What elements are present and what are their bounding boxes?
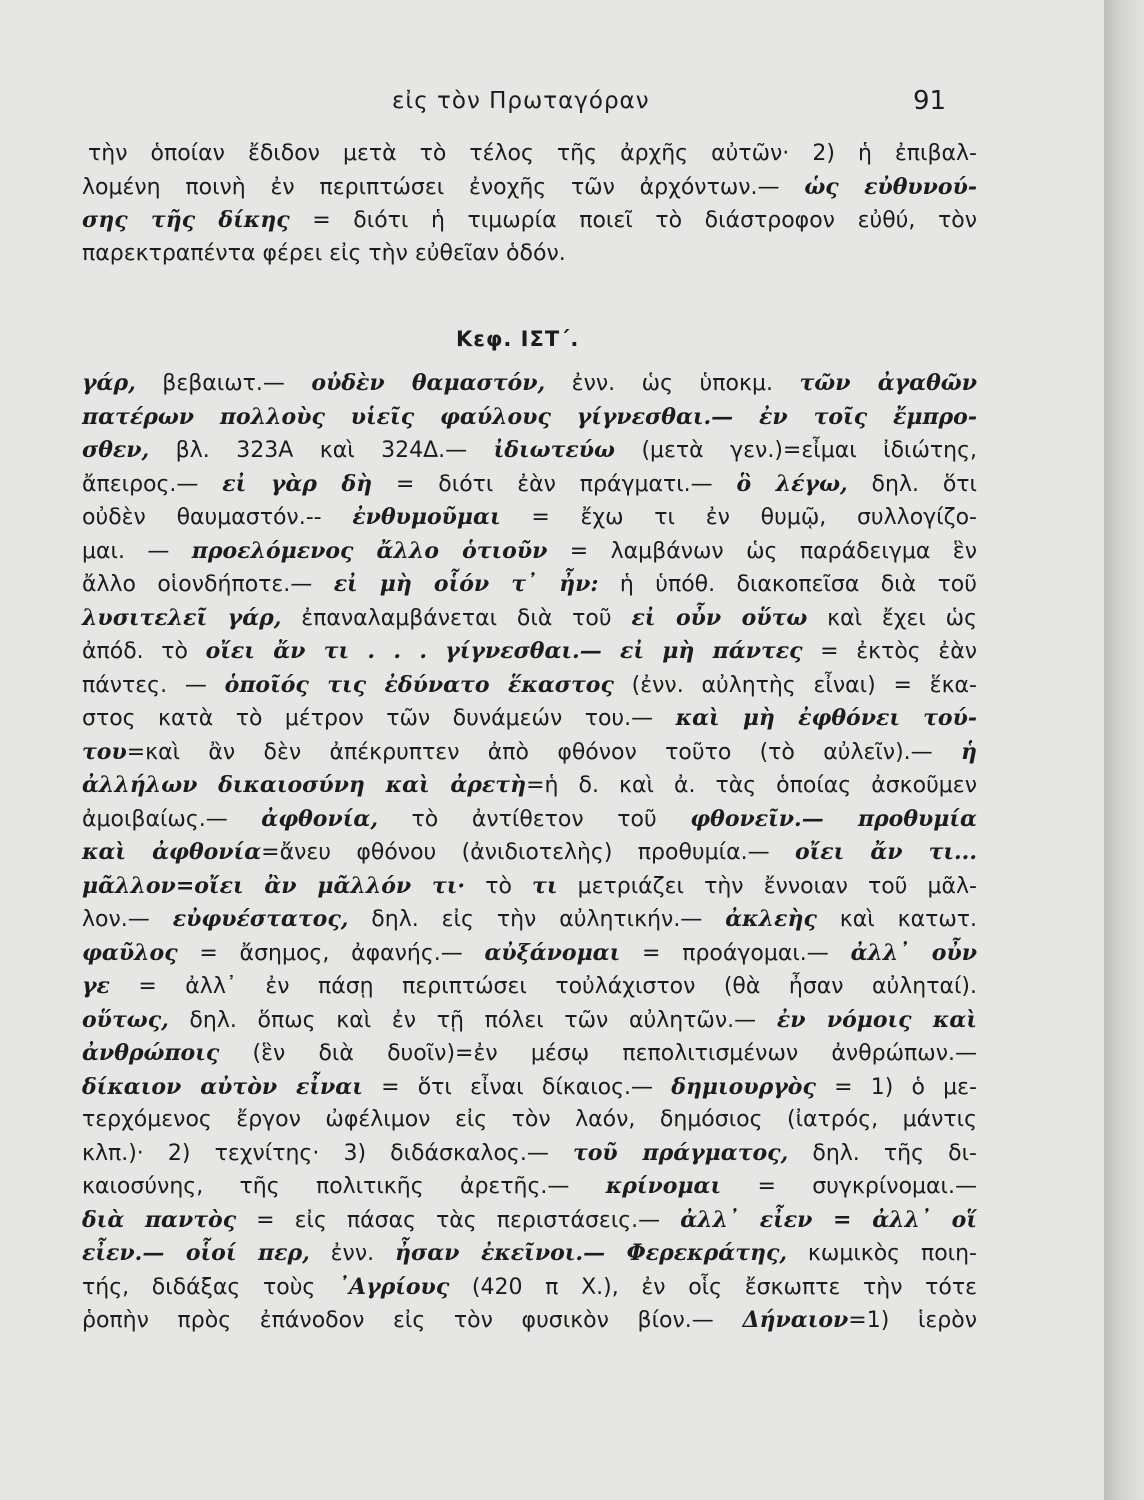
gloss-span: = ἀλλ᾽ ἐν πάσῃ περιπτώσει τοὐλάχιστον (θὰ ἦσαν αὐληταί). <box>109 974 977 999</box>
gloss-span: τὸ ἀντίθετον τοῦ <box>377 806 691 832</box>
gloss-span: δηλ. ὅτι <box>847 471 977 497</box>
gloss-span: = εἰς πάσας τὰς περιστάσεις.— <box>236 1207 681 1233</box>
lemma-span: καὶ ἀφθονία <box>82 839 262 865</box>
main-text <box>82 138 977 1338</box>
lemma-span: εἰ γὰρ δὴ <box>222 470 373 497</box>
lemma-span: διὰ παντὸς <box>82 1206 237 1233</box>
text-line <box>88 138 977 171</box>
lemma-span: ἐν νόμοις καὶ <box>776 1006 977 1033</box>
gloss-span: = προάγομαι.— <box>620 940 851 966</box>
text-line <box>82 870 977 904</box>
gloss-span: κλπ.)· 2) τεχνίτης· 3) διδάσκαλος.— <box>82 1140 573 1166</box>
lemma-span: εὐφυέστατος, <box>172 906 349 932</box>
lemma-span: καὶ μὴ ἐφθόνει τού- <box>675 705 977 731</box>
lemma-span: Δήναιον <box>742 1307 849 1333</box>
lemma-span: τοῦ πράγματος, <box>572 1139 789 1166</box>
text-line <box>82 1237 977 1271</box>
gloss-span: καὶ κατωτ. <box>816 907 978 932</box>
gloss-span: βλ. 323Α καὶ 324Δ.— <box>149 438 494 463</box>
lemma-span: προελόμενος ἄλλο ὁτιοῦν <box>191 537 548 564</box>
text-line <box>82 434 977 468</box>
text-line <box>82 1071 977 1105</box>
text-line <box>82 1271 977 1305</box>
text-line <box>82 602 977 636</box>
lemma-span: οἴει ἄν τι... <box>794 839 978 865</box>
gloss-span: στος κατὰ τὸ μέτρον τῶν δυνάμεών του.— <box>82 706 676 731</box>
running-head: εἰς τὸν Πρωταγόραν <box>392 88 650 114</box>
lemma-span: ἦσαν ἐκεῖνοι.— Φερεκράτης, <box>395 1240 788 1266</box>
gloss-span: ἄλλο οἱονδήποτε.— <box>82 572 334 597</box>
text-line <box>82 803 977 837</box>
text-line <box>82 769 977 803</box>
lemma-span: τι <box>532 872 558 899</box>
page-number: 91 <box>913 86 947 116</box>
lemma-span: ἀνθρώποις <box>82 1040 220 1066</box>
lemma-span: ἰδιωτεύω <box>493 437 615 463</box>
lemma-span: γε <box>82 973 110 999</box>
gloss-span: ἡ ὑπόθ. διακοπεῖσα διὰ τοῦ <box>598 572 977 597</box>
gloss-span: κωμικὸς ποιη- <box>787 1241 977 1266</box>
intro-paragraph <box>82 138 977 270</box>
gloss-span: λον.— <box>82 907 173 932</box>
lemma-span: αὐξάνομαι <box>484 939 621 966</box>
gloss-span: δηλ. τῆς δι- <box>788 1140 978 1166</box>
text-line <box>82 1104 977 1137</box>
lemma-span: εἰ οὖν οὕτω <box>631 604 808 631</box>
text-line <box>82 367 977 401</box>
text-line <box>82 736 977 770</box>
gloss-span: = ἔχω τι ἐν θυμῷ, συλλογίζο- <box>500 505 977 530</box>
gloss-span: (μετὰ γεν.)=εἶμαι ἰδιώτης, <box>614 438 977 463</box>
lemma-span: κρίνομαι <box>605 1173 722 1199</box>
lemma-span: ἀκλεὴς <box>725 906 817 932</box>
lemma-span: οἴει ἄν τι . . . γίγνεσθαι.— εἰ μὴ πάντες <box>205 638 803 664</box>
lemma-span: οὕτως, <box>82 1006 169 1033</box>
text-line <box>82 568 977 602</box>
lemma-span: δημιουργὸς <box>671 1073 816 1100</box>
gloss-span: =ἡ δ. καὶ ἀ. τὰς ὁποίας ἀσκοῦμεν <box>526 773 977 798</box>
text-line <box>82 171 977 205</box>
page-edge <box>1104 0 1144 1500</box>
gloss-span: = διότι ἡ τιμωρία ποιεῖ τὸ διάστροφον εὐθύ, τὸν <box>289 208 977 233</box>
gloss-span: τὴν ὁποίαν ἔδιδον μετὰ τὸ τέλος τῆς ἀρχῆς αὐτῶν· 2) ἡ ἐπιβαλ- <box>88 141 977 166</box>
lemma-span: σθεν, <box>82 437 150 463</box>
text-line <box>82 669 977 703</box>
lemma-span: ἀλλ᾽ οὖν <box>850 939 977 966</box>
lemma-span: μᾶλλον=οἴει ἂν μᾶλλόν τι· <box>82 872 466 899</box>
text-line <box>82 1037 977 1071</box>
gloss-span: = λαμβάνων ὡς παράδειγμα ἓν <box>547 538 977 564</box>
lemma-span: ὡς εὐθυνού- <box>804 173 977 200</box>
gloss-span: καὶ ἔχει ὡς <box>807 605 977 631</box>
lemma-span: φαῦλος <box>82 939 178 966</box>
text-line <box>82 836 977 870</box>
text-line <box>82 1204 977 1238</box>
text-line <box>82 535 977 569</box>
commentary-paragraph <box>82 367 977 1338</box>
lemma-span: ἐνθυμοῦμαι <box>352 504 501 530</box>
gloss-span: οὐδὲν θαυμαστόν.-- <box>82 505 353 530</box>
gloss-span: μαι. — <box>82 538 192 564</box>
gloss-span: ἐπαναλαμβάνεται διὰ τοῦ <box>281 605 632 631</box>
text-line <box>82 501 977 535</box>
lemma-span: ὃ λέγω, <box>736 470 848 497</box>
gloss-span: ἀμοιβαίως.— <box>82 806 262 832</box>
gloss-span: ἐνν. <box>309 1241 395 1266</box>
gloss-span: παρεκτραπέντα φέρει εἰς τὴν εὐθεῖαν ὁδόν. <box>82 240 566 266</box>
lemma-span: του <box>82 738 127 765</box>
gloss-span: καιοσύνης, τῆς πολιτικῆς ἀρετῆς.— <box>82 1174 606 1199</box>
gloss-span: =καὶ ἂν δὲν ἀπέκρυπτεν ἀπὸ φθόνον τοῦτο (τὸ αὐλεῖν).— <box>126 739 961 765</box>
gloss-span: ῥοπὴν πρὸς ἐπάνοδον εἰς τὸν φυσικὸν βίον.— <box>82 1308 743 1333</box>
lemma-span: ᾿Αγρίους <box>338 1273 450 1300</box>
text-line <box>82 238 977 271</box>
gloss-span: δηλ. εἰς τὴν αὐλητικήν.— <box>348 907 726 932</box>
text-line <box>82 903 977 937</box>
gloss-span: = 1) ὁ με- <box>815 1074 977 1100</box>
text-line <box>82 937 977 971</box>
gloss-span: βεβαιωτ.— <box>135 371 312 396</box>
gloss-span: τής, διδάξας τοὺς <box>82 1274 339 1300</box>
lemma-span: τῶν ἀγαθῶν <box>799 370 977 396</box>
gloss-span: = ἐκτὸς ἐὰν <box>802 639 978 664</box>
lemma-span: φθονεῖν.— προθυμία <box>690 805 977 832</box>
gloss-span: ἄπειρος.— <box>82 471 223 497</box>
text-line <box>82 401 977 435</box>
gloss-span: τερχόμενος ἔργον ὠφέλιμον εἰς τὸν λαόν, δημόσιος (ἰατρός, μάντις <box>82 1107 977 1132</box>
text-line <box>82 1304 977 1338</box>
gloss-span: πάντες. — <box>82 672 225 698</box>
lemma-span: ἀλλήλων δικαιοσύνη καὶ ἀρετὴ <box>82 772 527 798</box>
gloss-span: =ἄνευ φθόνου (ἀνιδιοτελὴς) προθυμία.— <box>261 840 795 865</box>
gloss-span: = διότι ἐὰν πράγματι.— <box>372 471 737 497</box>
lemma-span: οὐδὲν θαμαστόν, <box>311 370 546 396</box>
lemma-span: ἀφθονία, <box>261 805 378 832</box>
gloss-span: δηλ. ὅπως καὶ ἐν τῇ πόλει τῶν αὐλητῶν.— <box>168 1007 777 1033</box>
gloss-span: (ἓν διὰ δυοῖν)=ἐν μέσῳ πεπολιτισμένων ἀνθρώπων.— <box>219 1041 977 1066</box>
text-line <box>82 702 977 736</box>
text-line <box>82 1137 977 1171</box>
text-line <box>82 970 977 1004</box>
gloss-span: μετριάζει τὴν ἔννοιαν τοῦ μᾶλ- <box>557 873 977 899</box>
lemma-span: σης τῆς δίκης <box>82 207 290 233</box>
chapter-title: Κεφ. ΙΣΤ΄. <box>456 327 580 351</box>
gloss-span: λομένη ποινὴ ἐν περιπτώσει ἐνοχῆς τῶν ἀρχόντων.— <box>82 174 805 200</box>
gloss-span: ἐνν. ὡς ὑποκμ. <box>545 371 800 396</box>
lemma-span: ἡ <box>961 738 977 765</box>
lemma-span: εἰ μὴ οἷόν τ᾽ ἦν: <box>333 571 599 597</box>
lemma-span: εἶεν.— οἷοί περ, <box>82 1240 310 1266</box>
gloss-span: (420 π Χ.), ἐν οἷς ἔσκωπτε τὴν τότε <box>449 1274 978 1300</box>
lemma-span: πατέρων πολλοὺς υἱεῖς φαύλους γίγνεσθαι.— ἐν τοῖς ἔμπρο- <box>82 403 977 430</box>
gloss-span: = ὅτι εἶναι δίκαιος.— <box>362 1074 672 1100</box>
gloss-span: ἀπόδ. τὸ <box>82 639 206 664</box>
text-line <box>82 468 977 502</box>
lemma-span: ὁποῖός τις ἐδύνατο ἕκαστος <box>224 671 614 698</box>
gloss-span: = ἄσημος, ἀφανής.— <box>177 940 485 966</box>
text-line <box>82 1004 977 1038</box>
lemma-span: δίκαιον αὐτὸν εἶναι <box>82 1073 363 1100</box>
text-line <box>82 204 977 238</box>
gloss-span: (ἐνν. αὐλητὴς εἶναι) = ἕκα- <box>613 672 977 698</box>
gloss-span: τὸ <box>465 873 533 899</box>
gloss-span: =1) ἱερὸν <box>848 1308 977 1333</box>
gloss-span: = συγκρίνομαι.— <box>721 1174 977 1199</box>
text-line <box>82 635 977 669</box>
lemma-span: λυσιτελεῖ γάρ, <box>82 604 282 631</box>
lemma-span: ἀλλ᾽ εἶεν = ἀλλ᾽ οἵ <box>680 1206 977 1233</box>
text-line <box>82 1170 977 1204</box>
lemma-span: γάρ, <box>82 370 136 396</box>
